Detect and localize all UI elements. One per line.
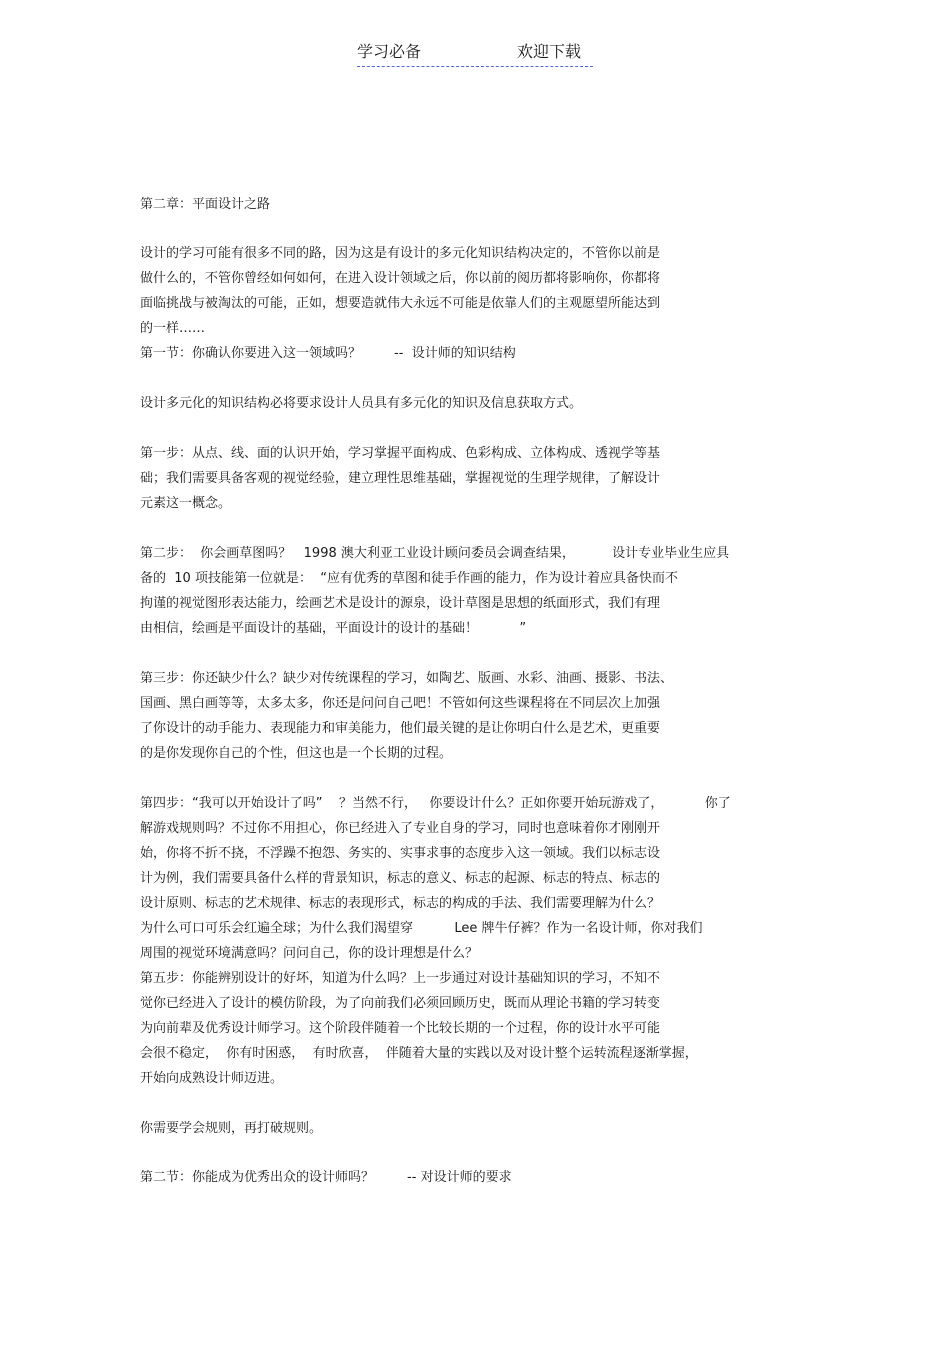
chapter-title: 第二章：平面设计之路	[140, 197, 271, 212]
paragraph-line: 设计的学习可能有很多不同的路，因为这是有设计的多元化知识结构决定的，不管你以前是	[140, 246, 661, 261]
paragraph-line: 会很不稳定， 你有时困惑， 有时欣喜， 伴随着大量的实践以及对设计整个运转流程逐渐掌握，	[140, 1046, 698, 1061]
paragraph-line: 设计原则、标志的艺术规律、标志的表现形式，标志的构成的手法、我们需要理解为什么？	[140, 896, 661, 911]
paragraph-line: 拘谨的视觉图形表达能力，绘画艺术是设计的源泉，设计草图是思想的纸面形式，我们有理	[140, 596, 661, 611]
paragraph-line: 备的 10 项技能第一位就是： “应有优秀的草图和徒手作画的能力，作为设计着应具备快而不	[140, 571, 678, 586]
header-left-text: 学习必备	[357, 42, 422, 61]
paragraph-line: 你需要学会规则，再打破规则。	[140, 1121, 323, 1136]
paragraph-line: 解游戏规则吗？不过你不用担心，你已经进入了专业自身的学习，同时也意味着你才刚刚开	[140, 821, 661, 836]
paragraph-line: 第三步：你还缺少什么？缺少对传统课程的学习，如陶艺、版画、水彩、油画、摄影、书法、	[140, 671, 674, 686]
paragraph-line: 计为例，我们需要具备什么样的背景知识，标志的意义、标志的起源、标志的特点、标志的	[140, 871, 661, 886]
paragraph-line: 了你设计的动手能力、表现能力和审美能力，他们最关键的是让你明白什么是艺术，更重要	[140, 721, 661, 736]
header-right-text: 欢迎下载	[517, 42, 582, 61]
paragraph-line: 第五步：你能辨别设计的好坏，知道为什么吗？上一步通过对设计基础知识的学习，不知不	[140, 971, 661, 986]
paragraph-line: 为向前辈及优秀设计师学习。这个阶段伴随着一个比较长期的一个过程，你的设计水平可能	[140, 1021, 661, 1036]
paragraph-line: 第二步： 你会画草图吗？ 1998 澳大利亚工业设计顾问委员会调查结果， 设计专业毕业生应具	[140, 546, 730, 561]
paragraph-line: 做什么的，不管你曾经如何如何，在进入设计领域之后，你以前的阅历都将影响你，你都将	[140, 271, 661, 286]
paragraph-line: 由相信，绘画是平面设计的基础，平面设计的设计的基础！ ”	[140, 621, 527, 636]
paragraph-line: 第一步：从点、线、面的认识开始，学习掌握平面构成、色彩构成、立体构成、透视学等基	[140, 446, 661, 461]
paragraph-line: 开始向成熟设计师迈进。	[140, 1071, 284, 1086]
paragraph-line: 国画、黑白画等等，太多太多，你还是问问自己吧！不管如何这些课程将在不同层次上加强	[140, 696, 661, 711]
paragraph-line: 的是你发现你自己的个性，但这也是一个长期的过程。	[140, 746, 453, 761]
paragraph-line: 元素这一概念。	[140, 496, 232, 511]
paragraph-line: 周围的视觉环境满意吗？问问自己，你的设计理想是什么？	[140, 946, 479, 961]
paragraph-line: 觉你已经进入了设计的模仿阶段，为了向前我们必须回顾历史，既而从理论书籍的学习转变	[140, 996, 661, 1011]
page-header	[357, 42, 593, 67]
paragraph-line: 设计多元化的知识结构必将要求设计人员具有多元化的知识及信息获取方式。	[140, 396, 583, 411]
paragraph-line: 第四步：“我可以开始设计了吗” ？当然不行， 你要设计什么？正如你要开始玩游戏了， 你了	[140, 796, 731, 811]
paragraph-line: 始，你将不折不挠，不浮躁不抱怨、务实的、实事求事的态度步入这一领域。我们以标志设	[140, 846, 661, 861]
paragraph-line: 础；我们需要具备客观的视觉经验，建立理性思维基础，掌握视觉的生理学规律，了解设计	[140, 471, 661, 486]
paragraph-line: 为什么可口可乐会红遍全球；为什么我们渴望穿 Lee 牌牛仔裤？作为一名设计师，你对我们	[140, 921, 703, 936]
paragraph-line: 的一样……	[140, 321, 206, 336]
section-heading: 第一节：你确认你要进入这一领域吗？ -- 设计师的知识结构	[140, 346, 516, 361]
paragraph-line: 面临挑战与被淘汰的可能，正如，想要造就伟大永远不可能是依靠人们的主观愿望所能达到	[140, 296, 661, 311]
section-heading: 第二节：你能成为优秀出众的设计师吗？ -- 对设计师的要求	[140, 1170, 512, 1185]
